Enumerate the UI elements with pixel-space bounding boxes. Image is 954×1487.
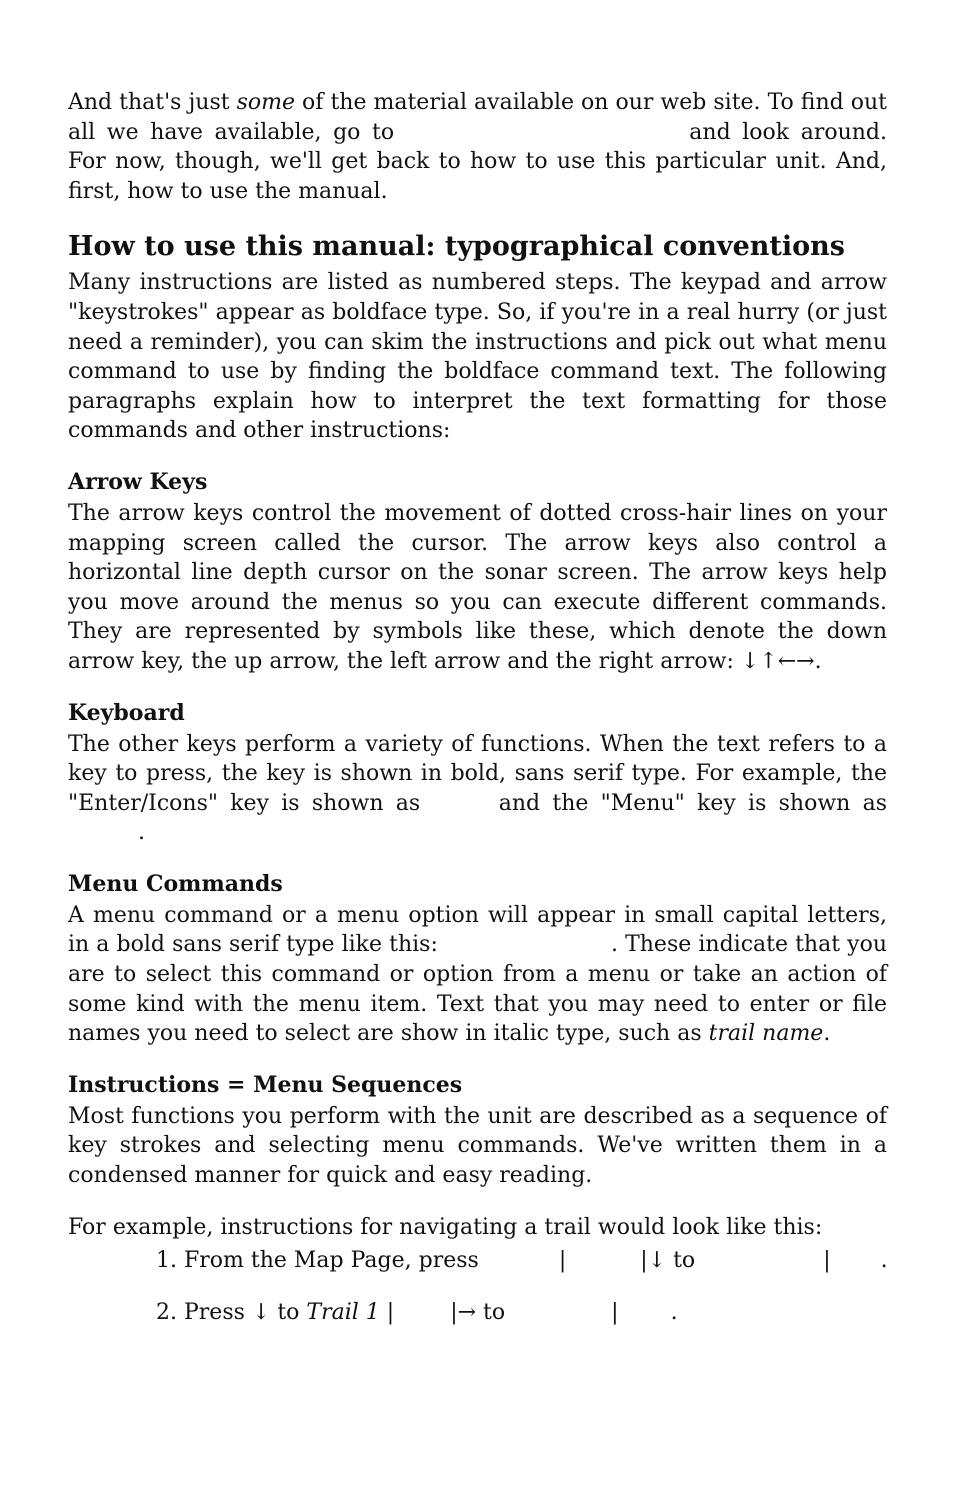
website-url-omitted: [406, 122, 678, 144]
keyboard-body: The other keys perform a variety of functions. When the text refers to a key to press, the key is shown in bold, sans serif type. For example, the "Enter/Icons" key is shown as and the "Menu" key is shown as .: [68, 731, 887, 846]
ent-key-omitted: [432, 793, 486, 815]
emphasis-trail-name: trail name: [708, 1021, 824, 1047]
menu-command-example-omitted: [445, 934, 611, 956]
instructions-title: Instructions = Menu Sequences: [68, 1071, 463, 1098]
example-intro: For example, instructions for navigating a trail would look like this:: [68, 1214, 823, 1240]
instructions-section: [68, 1071, 887, 1191]
emphasis-some: some: [236, 90, 296, 115]
example-steps: [68, 1246, 887, 1327]
conventions-description: Many instructions are listed as numbered steps. The keypad and arrow "keystrokes" appear as boldface type. So, if you're in a real hurry (or just need a reminder), you can skim the instructions and pick out what menu command to use by finding the boldface command text. The following paragraphs explain how to interpret the text formatting for those commands and other instructions:: [68, 270, 887, 444]
emphasis-trail-1: Trail 1: [306, 1299, 380, 1325]
section-heading: How to use this manual: typographical conventions: [68, 231, 846, 263]
step-1: 1. From the Map Page, press | |↓ to | .: [156, 1248, 888, 1274]
keyboard-title: Keyboard: [68, 699, 185, 726]
menu-key-omitted: [68, 822, 138, 844]
arrow-keys-section: [68, 468, 887, 677]
menu-commands-section: [68, 870, 887, 1049]
arrow-keys-body: The arrow keys control the movement of dotted cross-hair lines on your mapping screen called the cursor. The arrow keys also control a horizontal line depth cursor on the sonar screen. The arrow keys help you move around the menus so you can execute different commands. They are represented by symbols like these, which denote the down arrow key, the up arrow, the left arrow and the right arrow: ↓↑←→.: [68, 500, 887, 674]
arrow-keys-title: Arrow Keys: [68, 468, 208, 495]
menu-commands-body: A menu command or a menu option will appear in small capital letters, in a bold sans serif type like this: . These indicate that you are to select this command or option from a menu or take an action of some kind with the menu item. Text that you may need to enter or file names you need to select are show in italic type, such as trail name.: [68, 902, 887, 1047]
instructions-body: Most functions you perform with the unit are described as a sequence of key strokes and selecting menu commands. We've written them in a condensed manner for quick and easy reading.: [68, 1103, 887, 1189]
menu-commands-title: Menu Commands: [68, 870, 283, 897]
keyboard-section: [68, 699, 887, 848]
step-2: 2. Press ↓ to Trail 1 | |→ to | .: [156, 1299, 678, 1325]
intro-paragraph: And that's just some of the material available on our web site. To find out all we have available, go to and look around. For now, though, we'll get back to how to use this particular unit. And, first, how to use the manual.: [68, 90, 887, 204]
